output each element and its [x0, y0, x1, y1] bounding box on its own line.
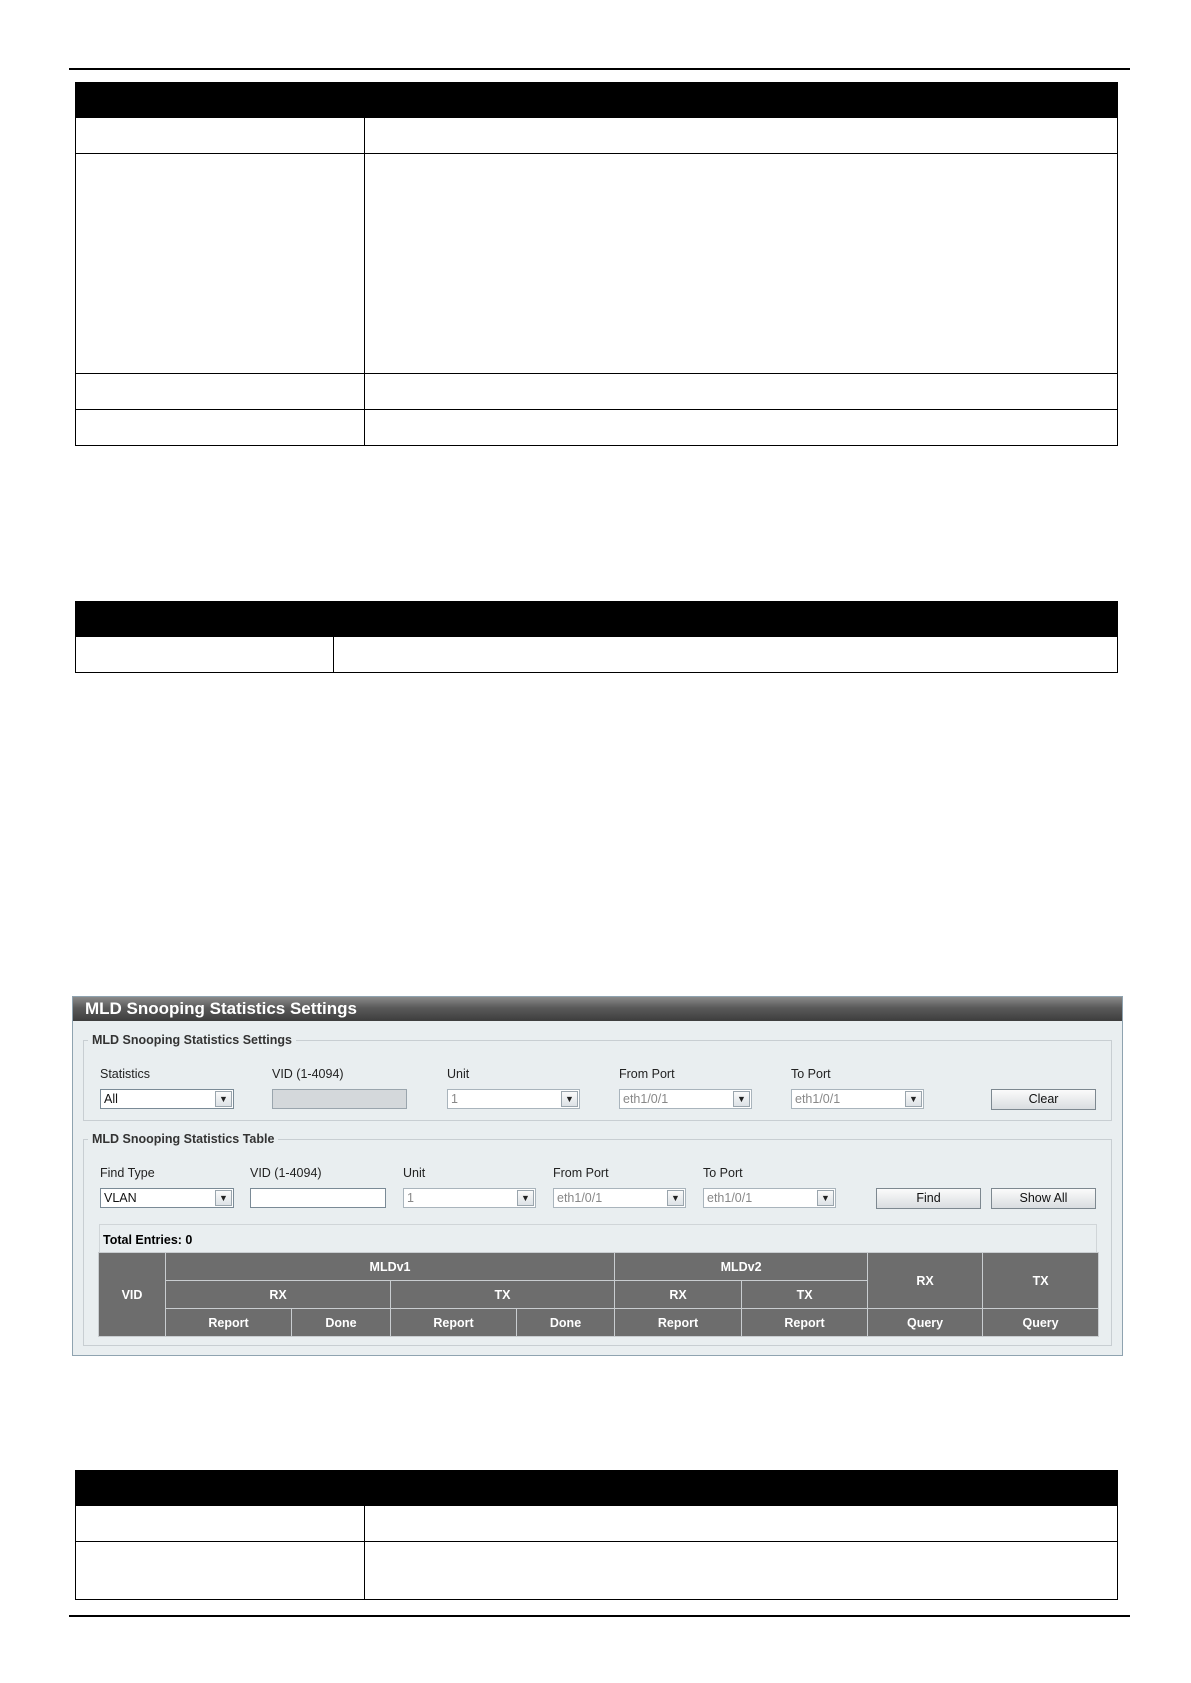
table-header-row — [99, 1253, 1099, 1281]
col-mldv2-rx: RX — [615, 1281, 742, 1309]
find-button[interactable]: Find — [876, 1188, 981, 1209]
table-row — [76, 637, 1118, 673]
from-port-label: From Port — [619, 1067, 675, 1081]
col-mldv1-tx-done: Done — [517, 1309, 615, 1337]
find-to-port-select — [703, 1188, 836, 1208]
parameter-table-1 — [75, 82, 1118, 446]
find-from-port-label: From Port — [553, 1166, 609, 1180]
footer-rule — [69, 1615, 1130, 1617]
find-unit-label: Unit — [403, 1166, 426, 1180]
col-rx-query: Query — [868, 1309, 983, 1337]
col-mldv1-tx-report: Report — [391, 1309, 517, 1337]
total-entries-bar — [99, 1224, 1097, 1254]
table-row — [76, 410, 1118, 446]
col-mldv2: MLDv2 — [615, 1253, 868, 1281]
statistics-select-value: All — [104, 1092, 118, 1106]
from-port-select-value: eth1/0/1 — [623, 1092, 669, 1106]
statistics-settings-group — [83, 1033, 1112, 1121]
col-mldv1-rx-report: Report — [166, 1309, 292, 1337]
col-mldv2-rx-report: Report — [615, 1309, 742, 1337]
find-unit-select-value: 1 — [407, 1191, 414, 1205]
from-port-select — [619, 1089, 752, 1109]
find-to-port-label: To Port — [703, 1166, 743, 1180]
find-type-select-value: VLAN — [104, 1191, 137, 1205]
table-row — [76, 118, 1118, 154]
table-row — [76, 374, 1118, 410]
parameter-table-2 — [75, 601, 1118, 673]
col-mldv1: MLDv1 — [166, 1253, 615, 1281]
unit-select-value: 1 — [451, 1092, 458, 1106]
parameter-table-3 — [75, 1470, 1118, 1600]
show-all-button[interactable]: Show All — [991, 1188, 1096, 1209]
header-rule — [69, 68, 1130, 70]
col-mldv1-rx: RX — [166, 1281, 391, 1309]
col-vid: VID — [99, 1253, 166, 1337]
table-row — [76, 154, 1118, 374]
table-header-row — [76, 83, 1118, 118]
vid-input-disabled — [272, 1089, 407, 1109]
chevron-down-icon: ▼ — [905, 1091, 922, 1107]
chevron-down-icon: ▼ — [817, 1190, 834, 1206]
table-row — [76, 1506, 1118, 1542]
col-mldv1-rx-done: Done — [292, 1309, 391, 1337]
chevron-down-icon: ▼ — [215, 1190, 232, 1206]
statistics-select[interactable] — [100, 1089, 234, 1109]
chevron-down-icon: ▼ — [215, 1091, 232, 1107]
find-from-port-select-value: eth1/0/1 — [557, 1191, 603, 1205]
find-unit-select — [403, 1188, 536, 1208]
col-mldv2-tx-report: Report — [742, 1309, 868, 1337]
col-tx: TX — [983, 1253, 1099, 1309]
table-header-row — [76, 1471, 1118, 1506]
table-group-legend: MLD Snooping Statistics Table — [92, 1132, 275, 1146]
table-header-row — [99, 1309, 1099, 1337]
to-port-label: To Port — [791, 1067, 831, 1081]
total-entries: Total Entries: 0 — [103, 1233, 193, 1247]
find-vid-label: VID (1-4094) — [250, 1166, 322, 1180]
find-type-select[interactable] — [100, 1188, 234, 1208]
unit-label: Unit — [447, 1067, 470, 1081]
to-port-select — [791, 1089, 924, 1109]
statistics-table — [98, 1252, 1099, 1337]
panel-title: MLD Snooping Statistics Settings — [73, 997, 1122, 1021]
find-type-label: Find Type — [100, 1166, 155, 1180]
find-to-port-select-value: eth1/0/1 — [707, 1191, 753, 1205]
find-vid-input[interactable] — [250, 1188, 386, 1208]
col-tx-query: Query — [983, 1309, 1099, 1337]
table-row — [76, 1542, 1118, 1600]
find-from-port-select — [553, 1188, 686, 1208]
table-header-row — [76, 602, 1118, 637]
to-port-select-value: eth1/0/1 — [795, 1092, 841, 1106]
settings-group-legend: MLD Snooping Statistics Settings — [92, 1033, 293, 1047]
col-mldv2-tx: TX — [742, 1281, 868, 1309]
chevron-down-icon: ▼ — [667, 1190, 684, 1206]
chevron-down-icon: ▼ — [561, 1091, 578, 1107]
clear-button[interactable]: Clear — [991, 1089, 1096, 1110]
vid-label: VID (1-4094) — [272, 1067, 344, 1081]
col-mldv1-tx: TX — [391, 1281, 615, 1309]
unit-select — [447, 1089, 580, 1109]
chevron-down-icon: ▼ — [733, 1091, 750, 1107]
col-rx: RX — [868, 1253, 983, 1309]
chevron-down-icon: ▼ — [517, 1190, 534, 1206]
statistics-label: Statistics — [100, 1067, 151, 1081]
